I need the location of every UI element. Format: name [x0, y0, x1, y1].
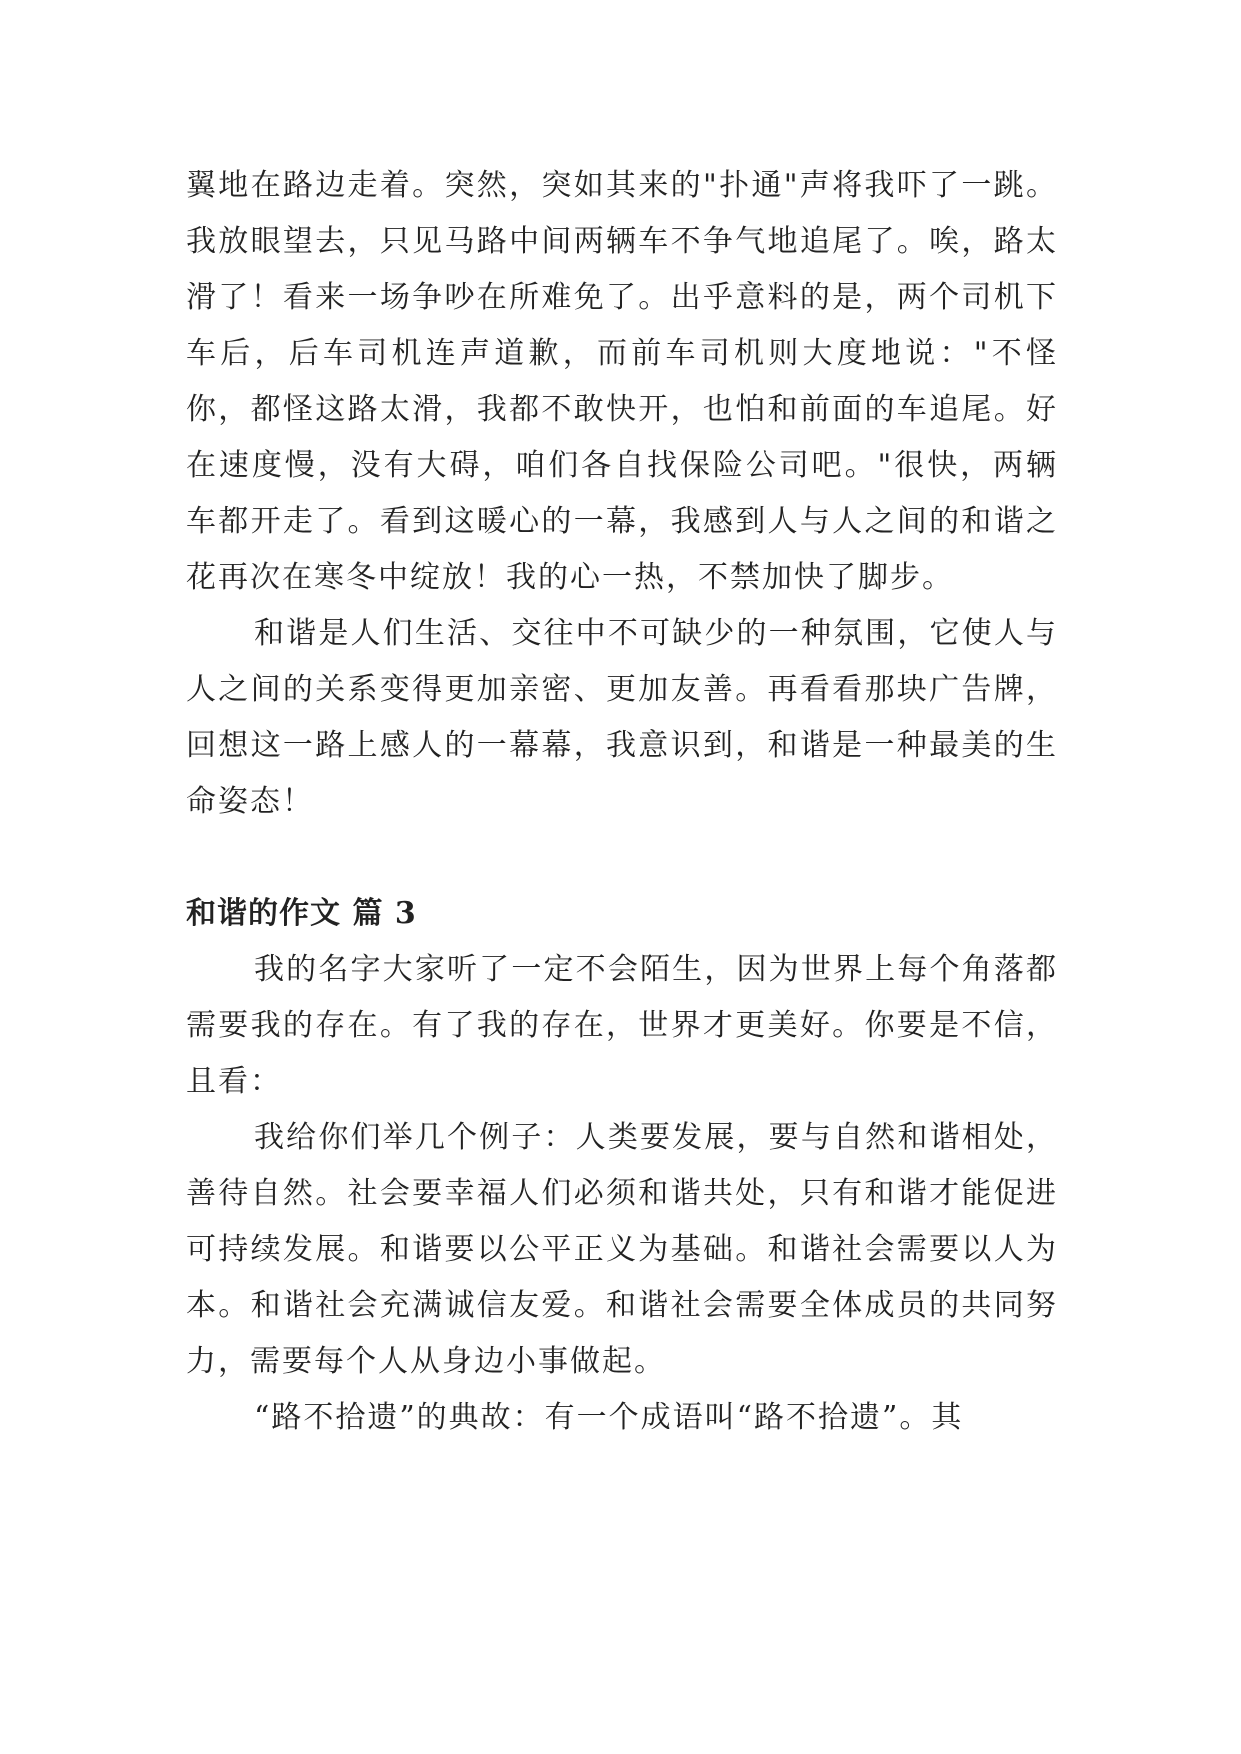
section-spacer: [186, 830, 1058, 886]
body-paragraph: 我给你们举几个例子：人类要发展，要与自然和谐相处，善待自然。社会要幸福人们必须和谐共处，只有和谐才能促进可持续发展。和谐要以公平正义为基础。和谐社会需要以人为本。和谐社会充满诚信友爱。和谐社会需要全体成员的共同努力，需要每个人从身边小事做起。: [186, 1120, 1058, 1379]
section-heading: 和谐的作文 篇 3: [186, 896, 417, 931]
body-paragraph: 翼地在路边走着。突然，突如其来的"扑通"声将我吓了一跳。我放眼望去，只见马路中间两辆车不争气地追尾了。唉，路太滑了！看来一场争吵在所难免了。出乎意料的是，两个司机下车后，后车司机连声道歉，而前车司机则大度地说："不怪你，都怪这路太滑，我都不敢快开，也怕和前面的车追尾。好在速度慢，没有大碍，咱们各自找保险公司吧。"很快，两辆车都开走了。看到这暖心的一幕，我感到人与人之间的和谐之花再次在寒冬中绽放！我的心一热，不禁加快了脚步。: [186, 168, 1058, 595]
body-paragraph: “路不拾遗”的典故：有一个成语叫“路不拾遗”。其: [254, 1400, 964, 1435]
document-page: [186, 158, 1058, 1446]
body-paragraph: 我的名字大家听了一定不会陌生，因为世界上每个角落都需要我的存在。有了我的存在，世界才更美好。你要是不信，且看：: [186, 952, 1058, 1099]
body-paragraph: 和谐是人们生活、交往中不可缺少的一种氛围，它使人与人之间的关系变得更加亲密、更加友善。再看看那块广告牌，回想这一路上感人的一幕幕，我意识到，和谐是一种最美的生命姿态！: [186, 616, 1058, 819]
